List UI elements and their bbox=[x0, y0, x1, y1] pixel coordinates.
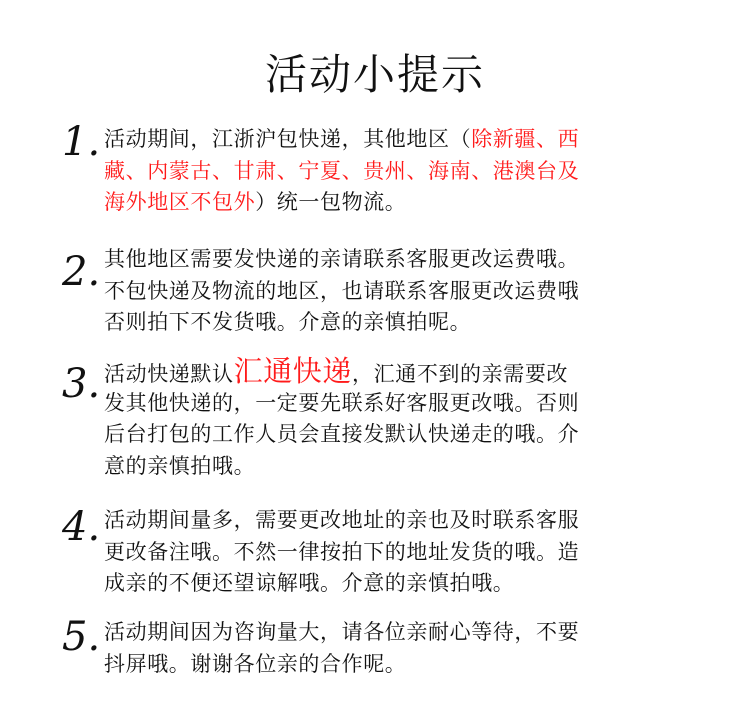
tip-line: 其他地区需要发快递的亲请联系客服更改运费哦。 bbox=[104, 247, 580, 271]
tip-line-segment: 活动期间，江浙沪包快递，其他地区（ bbox=[104, 127, 472, 151]
tip-line: 不包快递及物流的地区，也请联系客服更改运费哦 bbox=[104, 278, 580, 303]
tip-line: 否则拍下不发货哦。介意的亲慎拍呢。 bbox=[104, 310, 472, 334]
tip-line-segment: ）统一包物流。 bbox=[255, 190, 407, 214]
tip-text bbox=[104, 505, 704, 600]
tip-number: 1. bbox=[62, 119, 101, 165]
tip-line: 活动期间量多，需要更改地址的亲也及时联系客服 bbox=[104, 508, 580, 532]
tip-line bbox=[104, 187, 704, 219]
tip-line: 成亲的不便还望谅解哦。介意的亲慎拍哦。 bbox=[104, 571, 515, 595]
tip-line-segment: ，汇通不到的亲需要改 bbox=[352, 362, 569, 386]
highlighted-regions: 除新疆、西 bbox=[471, 127, 580, 151]
highlighted-regions: 海外地区不包外 bbox=[104, 190, 256, 214]
tip-line bbox=[104, 124, 704, 156]
tip-number: 5. bbox=[62, 614, 101, 660]
tip-text bbox=[104, 617, 704, 680]
tip-line: 抖屏哦。谢谢各位亲的合作呢。 bbox=[104, 651, 407, 676]
tip-line: 活动期间因为咨询量大，请各位亲耐心等待，不要 bbox=[104, 620, 580, 644]
tip-line: 发其他快递的，一定要先联系好客服更改哦。否则 bbox=[104, 390, 580, 415]
highlighted-regions: 藏、内蒙古、甘肃、宁夏、贵州、海南、港澳台及 bbox=[104, 158, 580, 183]
tip-text bbox=[104, 356, 704, 482]
page-title: 活动小提示 bbox=[264, 50, 485, 99]
tip-number: 3. bbox=[62, 361, 101, 407]
tip-number: 4. bbox=[62, 504, 101, 550]
tip-line: 后台打包的工作人员会直接发默认快递走的哦。介 bbox=[104, 422, 580, 446]
highlighted-courier: 汇通快递 bbox=[233, 354, 353, 388]
tip-line: 更改备注哦。不然一律按拍下的地址发货的哦。造 bbox=[104, 539, 580, 564]
tip-text bbox=[104, 124, 704, 219]
tip-number: 2. bbox=[62, 249, 101, 295]
tip-line: 意的亲慎拍哦。 bbox=[104, 453, 256, 478]
tip-line bbox=[104, 356, 704, 388]
tip-text bbox=[104, 244, 704, 339]
tip-line-segment: 活动快递默认 bbox=[104, 362, 234, 386]
